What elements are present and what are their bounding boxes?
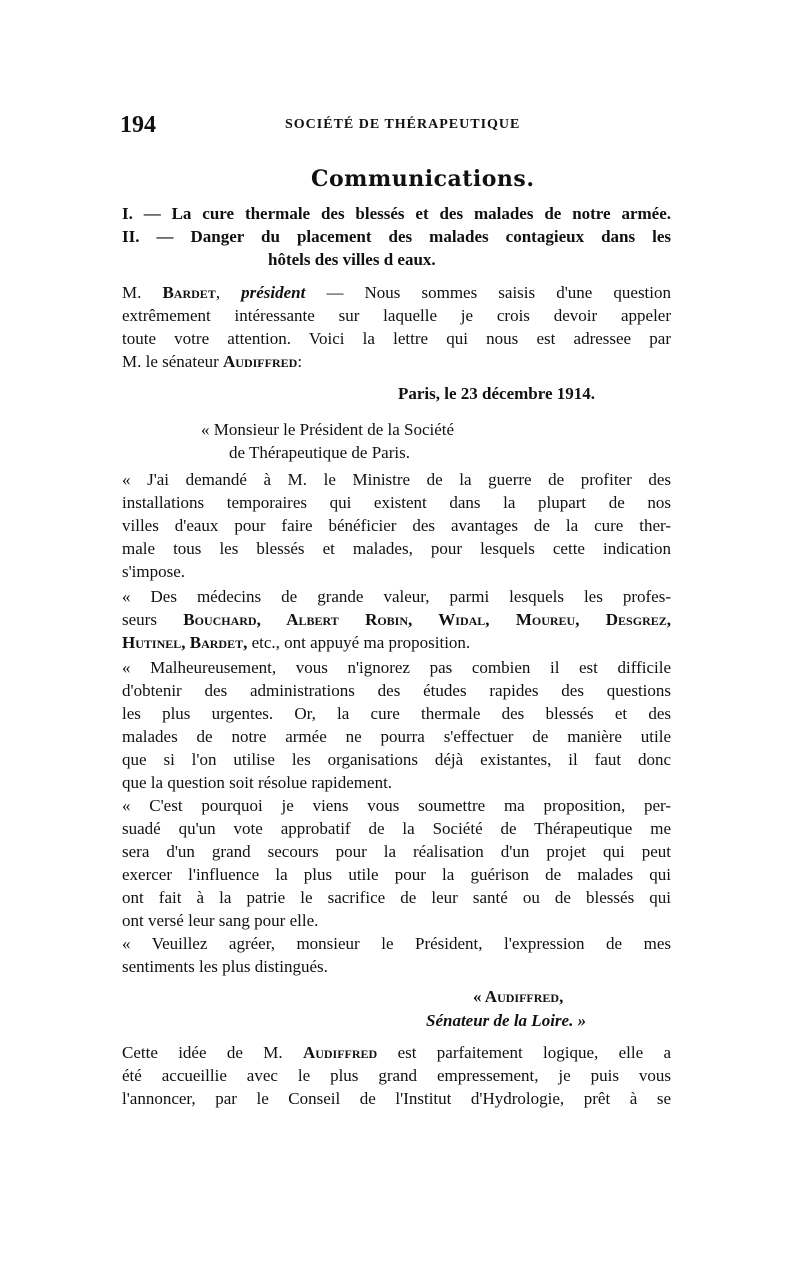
intro-line-4 [122, 352, 302, 372]
p3-line-5: que si l'on utilise les organisations déjà existantes, il faut donc [122, 750, 671, 769]
item-1: I. — La cure thermale des blessés et des malades de notre armée. [122, 204, 671, 223]
speaker-name: Bardet [162, 283, 216, 302]
p3-line-6: que la question soit résolue rapidement. [122, 773, 393, 792]
p3-line-2: d'obtenir des administrations des études rapides des questions [122, 681, 671, 700]
p1-line-4: male tous les blessés et malades, pour lesquels cette indication [122, 539, 671, 558]
professor-names-2: Hutinel, Bardet, [122, 633, 248, 652]
signature-name: « Audiffred, [473, 987, 564, 1006]
p5-line-1: « Veuillez agréer, monsieur le Président, l'expression de mes [122, 934, 671, 953]
p2-line-3 [122, 633, 671, 653]
p4-line-2: suadé qu'un vote approbatif de la Société de Thérapeutique me [122, 819, 671, 838]
running-head: SOCIÉTÉ DE THÉRAPEUTIQUE [285, 117, 521, 132]
salutation-line-2: de Thérapeutique de Paris. [229, 443, 410, 462]
p4-line-3: sera d'un grand secours pour la réalisation d'un projet qui peut [122, 842, 671, 861]
closing-line-3: l'annoncer, par le Conseil de l'Institut d'Hydrologie, prêt à se [122, 1089, 671, 1108]
item-2-cont: hôtels des villes d eaux. [268, 250, 436, 269]
p3-line-4: malades de notre armée ne pourra s'effectuer de manière utile [122, 727, 671, 746]
signature-title: Sénateur de la Loire. » [426, 1011, 587, 1030]
intro-line-4-prefix: M. le sénateur [122, 352, 219, 371]
p4-line-4: exercer l'influence la plus utile pour la guérison de malades qui [122, 865, 671, 884]
speaker-role: président [241, 283, 306, 302]
section-title: Communications. [311, 166, 535, 192]
p2-line-2 [122, 610, 671, 630]
p1-line-2: installations temporaires qui existent dans la plupart de nos [122, 493, 671, 512]
page-number: 194 [120, 112, 156, 138]
closing-line-1 [122, 1043, 671, 1063]
p2-line-3-rest: etc., ont appuyé ma proposition. [251, 633, 471, 652]
p1-line-1: « J'ai demandé à M. le Ministre de la guerre de profiter des [122, 470, 671, 489]
intro-line-2: extrêmement intéressante sur laquelle je crois devoir appeler [122, 306, 671, 325]
professor-names-1: Bouchard, Albert Robin, Widal, Moureu, Desgrez, [183, 610, 671, 629]
closing-rest: est parfaitement logique, elle a [397, 1043, 672, 1062]
closing-prefix: Cette idée de M. [122, 1043, 283, 1062]
item-2: II. — Danger du placement des malades contagieux dans les [122, 227, 671, 246]
intro-line-3: toute votre attention. Voici la lettre qui nous est adressee par [122, 329, 671, 348]
closing-line-2: été accueillie avec le plus grand empressement, je puis vous [122, 1066, 671, 1085]
p3-line-3: les plus urgentes. Or, la cure thermale des blessés et des [122, 704, 671, 723]
closing-name: Audiffred [302, 1043, 378, 1062]
p5-line-2: sentiments les plus distingués. [122, 957, 328, 976]
intro-prefix: M. [122, 283, 142, 302]
intro-line-4-suffix: : [297, 352, 303, 371]
p1-line-5: s'impose. [122, 562, 186, 581]
letter-date: Paris, le 23 décembre 1914. [398, 384, 596, 403]
p2-line-2-prefix: seurs [122, 610, 157, 629]
p3-line-1: « Malheureusement, vous n'ignorez pas combien il est difficile [122, 658, 671, 677]
salutation-line-1: « Monsieur le Président de la Société [201, 420, 455, 439]
intro-rest: — Nous sommes saisis d'une question [326, 283, 672, 302]
p4-line-5: ont fait à la patrie le sacrifice de leur santé ou de blessés qui [122, 888, 671, 907]
p1-line-3: villes d'eaux pour faire bénéficier des avantages de la cure ther- [122, 516, 671, 535]
intro-line-1: M. Bardet, président — Nous sommes saisis d'une question [122, 283, 672, 302]
p2-line-1: « Des médecins de grande valeur, parmi lesquels les profes- [122, 587, 671, 606]
p4-line-1: « C'est pourquoi je viens vous soumettre ma proposition, per- [122, 796, 671, 815]
senator-name: Audiffred [223, 352, 298, 371]
p4-line-6: ont versé leur sang pour elle. [122, 911, 319, 930]
